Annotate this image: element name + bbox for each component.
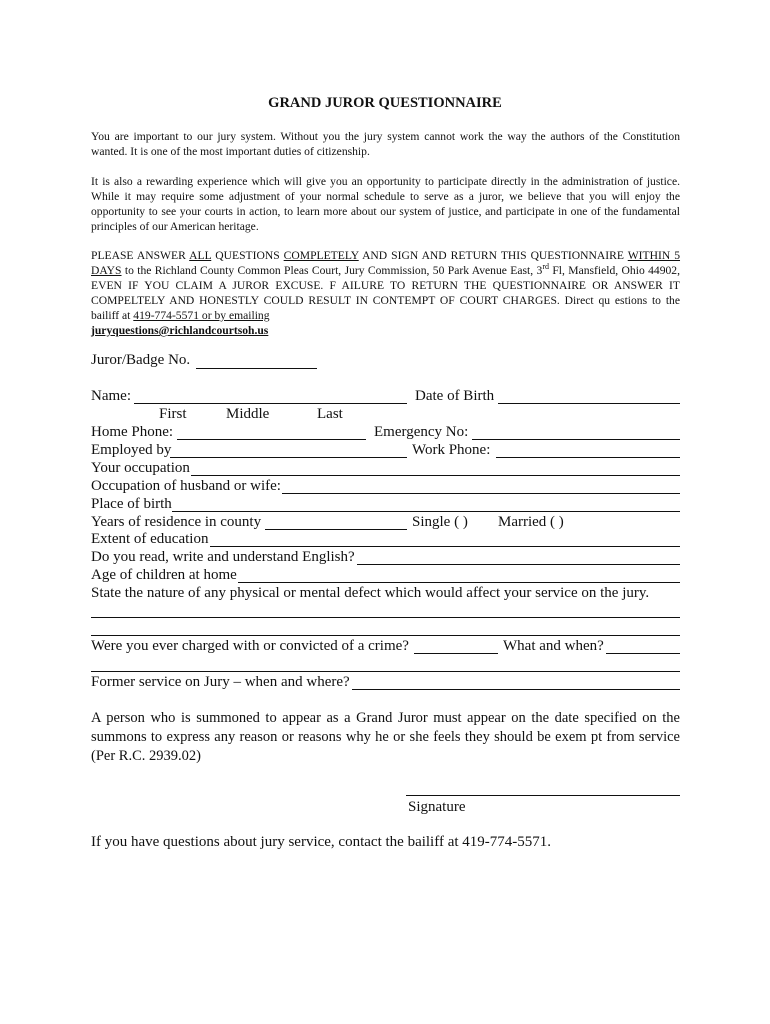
- place-of-birth-field[interactable]: [172, 511, 680, 512]
- emergency-field[interactable]: [472, 439, 680, 440]
- defect-field-line-1[interactable]: [91, 617, 680, 618]
- employed-by-label: Employed by: [91, 442, 172, 458]
- employed-by-field[interactable]: [170, 457, 407, 458]
- page-title: GRAND JUROR QUESTIONNAIRE: [268, 95, 502, 111]
- dob-field[interactable]: [498, 403, 680, 404]
- education-label: Extent of education: [91, 531, 209, 547]
- single-checkbox[interactable]: Single ( ): [412, 514, 468, 530]
- bailiff-phone-link[interactable]: 419-774-5571: [133, 309, 199, 322]
- summons-paragraph: A person who is summoned to appear as a Grand Juror must appear on the date specified on the summons to express any reason or reasons why he or she feels they should be exem pt from service (Per R.C. 2939.02): [91, 710, 680, 764]
- intro-paragraph-2: It is also a rewarding experience which will give you an opportunity to participate directly in the administration of justice. While it may require some adjustment of your normal schedule to serve as a juror, we believe that you will enjoy the opportunity to see your courts in action, to learn more about our system of justice, and participate in one of the fundamental principles of our American heritage.: [91, 175, 680, 233]
- crime-field-line-2[interactable]: [91, 671, 680, 672]
- contact-text: If you have questions about jury service, contact the bailiff at 419-774-5571.: [91, 834, 552, 850]
- instructions-paragraph: PLEASE ANSWER ALL QUESTIONS COMPLETELY AND SIGN AND RETURN THIS QUESTIONNAIRE WITHIN 5 DAYS to the Richland County Common Pleas Court, Jury Commission, 50 Park Avenue East, 3rd Fl, Mansfield, Ohio 44902, EVEN IF YOU CLAIM A JUROR EXCUSE. F AILURE TO RETURN THE QUESTIONNAIRE OR ANSWER IT COMPELTELY AND HONESTLY COULD RESULT IN CONTEMPT OF COURT CHARGES. Direct qu estions to the bailiff at 419-774-5571 or by emailing juryquestions@richlandcourtsoh.us: [91, 249, 681, 337]
- occupation-field[interactable]: [191, 475, 680, 476]
- years-residence-label: Years of residence in county: [91, 514, 262, 530]
- years-residence-field[interactable]: [265, 529, 407, 530]
- email-link[interactable]: juryquestions@richlandcourtsoh.us: [91, 324, 269, 337]
- spouse-occupation-field[interactable]: [282, 493, 680, 494]
- former-service-field[interactable]: [352, 689, 680, 690]
- crime-label: Were you ever charged with or convicted of a crime?: [91, 638, 409, 654]
- english-field[interactable]: [357, 564, 680, 565]
- signature-label: Signature: [408, 799, 466, 815]
- former-service-label: Former service on Jury – when and where?: [91, 674, 350, 690]
- education-field[interactable]: [210, 546, 680, 547]
- juror-badge-label: Juror/Badge No.: [91, 352, 191, 368]
- name-field[interactable]: [134, 403, 407, 404]
- juror-badge-field[interactable]: [196, 368, 317, 369]
- married-checkbox[interactable]: Married ( ): [498, 514, 564, 530]
- place-of-birth-label: Place of birth: [91, 496, 172, 512]
- defect-label: State the nature of any physical or mental defect which would affect your service on the jury.: [91, 585, 650, 601]
- spouse-occupation-label: Occupation of husband or wife:: [91, 478, 281, 494]
- home-phone-field[interactable]: [177, 439, 366, 440]
- all-emphasis: ALL: [189, 249, 212, 262]
- what-when-label: What and when?: [503, 638, 604, 654]
- intro-paragraph-1: You are important to our jury system. Without you the jury system cannot work the way the authors of the Constitution wanted. It is one of the most important duties of citizenship.: [91, 130, 680, 158]
- work-phone-label: Work Phone:: [412, 442, 491, 458]
- defect-field-line-2[interactable]: [91, 635, 680, 636]
- dob-label: Date of Birth: [415, 388, 495, 404]
- occupation-label: Your occupation: [91, 460, 190, 476]
- english-label: Do you read, write and understand English?: [91, 549, 355, 565]
- children-field[interactable]: [238, 582, 680, 583]
- home-phone-label: Home Phone:: [91, 424, 174, 440]
- first-name-caption: First: [159, 406, 187, 422]
- what-when-field[interactable]: [606, 653, 680, 654]
- name-label: Name:: [91, 388, 131, 404]
- emergency-label: Emergency No:: [374, 424, 469, 440]
- completely-emphasis: COMPLETELY: [283, 249, 359, 262]
- crime-field[interactable]: [414, 653, 498, 654]
- signature-field[interactable]: [406, 795, 680, 796]
- work-phone-field[interactable]: [496, 457, 680, 458]
- children-label: Age of children at home: [91, 567, 237, 583]
- within-days-emphasis: WITHIN 5 DAYS: [91, 249, 681, 277]
- middle-name-caption: Middle: [226, 406, 270, 422]
- last-name-caption: Last: [317, 406, 343, 422]
